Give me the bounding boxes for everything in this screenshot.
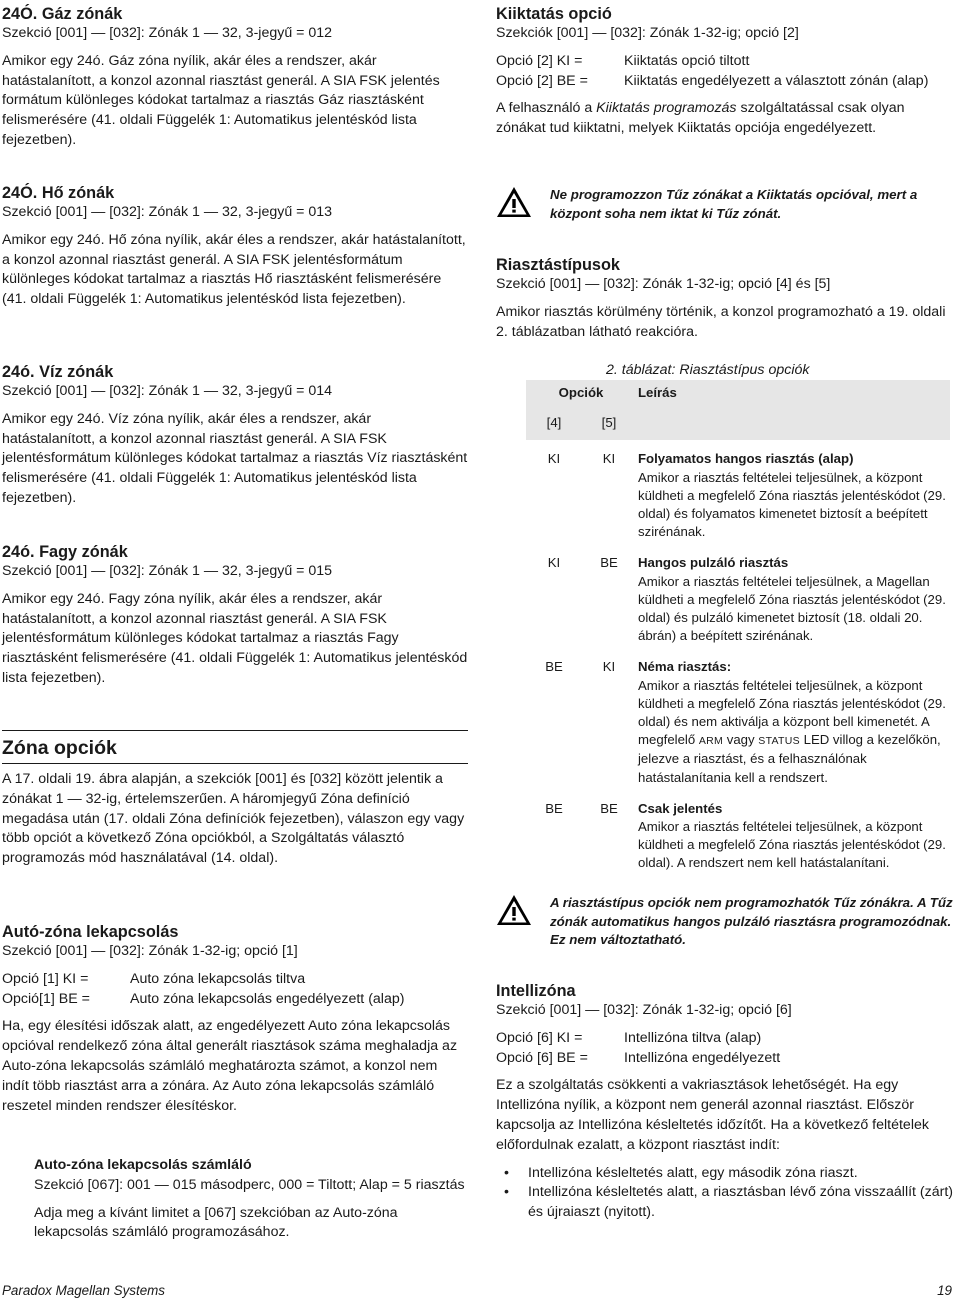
freeze-zones-section: Szekció [001] — [032]: Zónák 1 — 32, 3-jegyű = 015 [2,563,333,579]
bypass-body-emphasis: Kiiktatás programozás [596,100,737,117]
row-description [636,645,950,786]
gas-zones-section: Szekció [001] — [032]: Zónák 1 — 32, 3-jegyű = 012 [2,25,333,41]
row-opt5: KI [602,451,616,467]
footer-page-number: 19 [937,1283,952,1298]
freeze-zones-title: 24ó. Fagy zónák [2,543,128,561]
auto-zone-shutdown-section: Szekció [001] — [032]: Zónák 1-32-ig; opció [1] [2,943,298,959]
section-alarm-types [496,255,954,342]
zone-options-rule [2,730,468,731]
bypass-option-title: Kiiktatás opció [496,5,612,23]
bypass-option-off-key: Opció [2] KI = [496,52,583,69]
water-zones-section: Szekció [001] — [032]: Zónák 1 — 32, 3-jegyű = 014 [2,383,333,399]
section-heat-zones [2,183,468,310]
section-freeze-zones [2,542,468,689]
bypass-option-off-value: Kiiktatás opció tiltott [624,52,750,69]
alarm-table-subheader-row [526,402,950,440]
intellizone-title: Intellizóna [496,982,576,1000]
zone-options-rule-bottom [2,763,468,764]
status-led-label: STATUS [758,735,800,748]
intellizone-option-on-row [496,1049,954,1069]
intellizone-option-off-key: Opció [6] KI = [496,1029,583,1046]
warning-icon [496,894,550,950]
section-intellizone [496,981,954,1223]
row-description [636,787,950,879]
heat-zones-body: Amikor egy 24ó. Hő zóna nyílik, akár éles a rendszer, akár hatástalanított, a konzol azonnal riasztást generál. A SIA FSK jelentésformátum különleges kódokat tartalmaz a riasztás Hő riasztásként felismerésére (41. oldali Függelék 1: Automatikus jelentéskód lista fejezetben). [2,231,466,308]
list-item: • Intellizóna késleltetés alatt, egy második zóna riaszt. [496,1164,954,1184]
intellizone-option-off-row [496,1029,954,1049]
row-opt4: KI [547,451,561,467]
water-zones-body: Amikor egy 24ó. Víz zóna nyílik, akár éles a rendszer, akár hatástalanított, a konzol azonnal riasztást generál. A SIA FSK jelentésformátum különleges kódokat tartalmaz a riasztás Víz riasztásként felismerésére (41. oldali Függelék 1: Automatikus jelentéskód lista fejezetben). [2,410,468,506]
intellizone-body: Ez a szolgáltatás csökkenti a vakriasztások lehetőségét. Ha egy Intellizóna nyílik, a központ nem generál azonnal riasztást. Először kapcsolja az Intellizóna késleltetés időzítőt. Ha a következő feltételek előfordulnak ezalatt, a központ riasztást indít: [496,1077,929,1153]
intellizone-conditions-list [496,1164,954,1223]
table-row [526,541,950,645]
warning-icon [496,186,550,225]
gas-zones-title: 24Ó. Gáz zónák [2,5,123,23]
row-text: Amikor a riasztás feltételei teljesülnek, a Magellan küldheti a megfelelő Zóna riasztás jelentéskódot (29. oldal) és pulzáló kimenetet biztosít (18. oldali 20. ábrán) a beépített szirénának. [638,573,946,644]
auto-option-off-value: Auto zóna lekapcsolás tiltva [130,970,306,987]
row-text: Amikor a riasztás feltételei teljesülnek, a központ küldheti a megfelelő Zóna riasztás jelentéskódot (29. oldal). A rendszert nem kell hatástalanítani. [638,819,946,871]
table-row [526,787,950,879]
auto-zone-shutdown-body: Ha, egy élesítési időszak alatt, az engedélyezett Auto zóna lekapcsolás opcióval rendelkező zóna által generált riasztások száma meghaladja az Auto-zóna lekapcsolás számláló meghatározta számot, a konzol nem indít több riasztást arra a zónára. Az Auto zóna lekapcsolás számláló reszetel minden rendszer élesítéskor. [2,1018,458,1114]
bypass-option-on-row [496,72,954,92]
alarm-table-header-description: Leírás [638,385,677,400]
auto-zone-counter-title: Auto-zóna lekapcsolás számláló [34,1157,252,1173]
bypass-option-on-key: Opció [2] BE = [496,72,588,89]
table-row [526,440,950,541]
auto-option-off-row [2,970,468,990]
section-auto-zone-counter [34,1156,468,1243]
section-bypass-option [496,4,954,139]
heat-zones-section: Szekció [001] — [032]: Zónák 1 — 32, 3-jegyű = 013 [2,204,333,220]
table-row [526,645,950,786]
zone-options-title: Zóna opciók [2,737,117,759]
row-opt5: KI [602,659,616,675]
row-text [638,677,950,787]
zone-options-body-wrap [2,770,468,869]
alarm-table-header-opt4: [4] [546,415,562,431]
gas-zones-body: Amikor egy 24ó. Gáz zóna nyílik, akár éles a rendszer, akár hatástalanított, a konzol azonnal riasztást generál. A SIA FSK jelentés formátum különleges kódokat tartalmaz a riasztás Gáz riasztásként felismerésére (41. oldali Függelék 1: Automatikus jelentéskód lista fejezetben). [2,52,440,148]
row-title: Folyamatos hangos riasztás (alap) [638,451,854,467]
bypass-warning [496,186,954,225]
freeze-zones-body: Amikor egy 24ó. Fagy zóna nyílik, akár éles a rendszer, akár hatástalanított, a konzol azonnal riasztást generál. A SIA FSK jelentésformátum különleges kódokat tartalmaz a riasztás Fagy riasztásként felismerésére (41. oldali Függelék 1: Automatikus jelentéskód lista fejezetben). [2,590,468,686]
auto-zone-counter-section: Szekció [067]: 001 — 015 másodperc, 000 = Tiltott; Alap = 5 riasztás [34,1176,465,1193]
section-water-zones [2,362,468,509]
row-description [636,541,950,645]
zone-options-body: A 17. oldali 19. ábra alapján, a szekciók [001] és [032] között jelentik a zónákat 1 — 32-ig, értelemszerűen. A háromjegyű Zóna definíció megadása után (17. oldali Zóna definíciók fejezetben), válaszon egy vagy több opciót a következő Zóna opciókból, a Szolgáltatás választó programozás mód használatával (14. oldal). [2,771,465,867]
arm-led-label: ARM [698,735,724,748]
intellizone-option-on-value: Intellizóna engedélyezett [624,1049,781,1066]
auto-option-off-key: Opció [1] KI = [2,970,89,987]
row-text: Amikor a riasztás feltételei teljesülnek, a központ küldheti a megfelelő Zóna riasztás jelentéskódot (29. oldal) és folyamatos kimenetet biztosít a beépített szirénának. [638,469,946,540]
row-text-part-b: LED villog a kezelőkön, jelezve a riasztást, és a felhasználónak hatástalanítania kell a rendszert. [638,732,941,785]
alarm-table-caption: 2. táblázat: Riasztástípus opciók [606,362,810,378]
auto-option-on-value: Auto zóna lekapcsolás engedélyezett (alap) [130,990,405,1007]
bypass-body-part-a: A felhasználó a [496,100,597,117]
bypass-option-section: Szekciók [001] — [032]: Zónák 1-32-ig; opció [2] [496,25,799,41]
alarm-table-header-empty [636,402,950,440]
row-text-part-mid: vagy [723,732,759,748]
row-opt4: BE [545,659,563,675]
row-opt5: BE [600,800,618,816]
bypass-warning-text: Ne programozzon Tűz zónákat a Kiiktatás opcióval, mert a központ soha nem iktat ki Tűz zónát. [550,187,918,221]
intellizone-option-on-key: Opció [6] BE = [496,1049,588,1066]
row-opt4: KI [547,555,561,571]
row-description [636,440,950,541]
bypass-option-off-row [496,52,954,72]
row-title: Néma riasztás: [638,659,732,675]
alarm-table-header-opt5: [5] [601,415,617,431]
heat-zones-title: 24Ó. Hő zónák [2,184,115,202]
row-title: Hangos pulzáló riasztás [638,555,789,571]
intellizone-option-off-value: Intellizóna tiltva (alap) [624,1029,762,1046]
auto-zone-counter-body: Adja meg a kívánt limitet a [067] szekcióban az Auto-zóna lekapcsolás számláló programozásához. [34,1204,398,1241]
bypass-option-body [496,99,954,139]
alarm-types-table [526,380,950,879]
row-opt4: BE [545,800,563,816]
row-text-part-a: Amikor a riasztás feltételei teljesülnek, a központ küldheti a megfelelő Zóna riasztás jelentéskódot (29. oldal) és nem aktiválja a központ bell kimenetét. A megfelelő [638,677,946,748]
section-auto-zone-shutdown [2,922,468,1116]
alarm-types-warning-text: A riasztástípus opciók nem programozhatók Tűz zónákra. A Tűz zónák automatikus hangos pulzáló riasztásra programozódnak. Ez nem változtatható. [550,895,953,947]
auto-option-on-row [2,990,468,1010]
section-zone-options [2,736,468,760]
auto-zone-shutdown-title: Autó-zóna lekapcsolás [2,923,179,941]
section-gas-zones [2,4,468,151]
alarm-table-header-options: Opciók [558,385,604,400]
bypass-body-part-b: szolgáltatással csak olyan zónákat tud kiiktatni, melyek Kiiktatás opciója engedélyezett. [496,100,905,137]
water-zones-title: 24ó. Víz zónák [2,363,114,381]
alarm-types-warning [496,894,954,950]
footer-brand: Paradox Magellan Systems [2,1283,165,1298]
intellizone-section: Szekció [001] — [032]: Zónák 1-32-ig; opció [6] [496,1002,792,1018]
alarm-types-body: Amikor riasztás körülmény történik, a konzol programozható a 19. oldali 2. táblázatban látható reakcióra. [496,303,946,340]
row-opt5: BE [600,555,618,571]
alarm-types-section: Szekció [001] — [032]: Zónák 1-32-ig; opció [4] és [5] [496,276,831,292]
bypass-option-on-value: Kiiktatás engedélyezett a választott zónán (alap) [624,72,929,89]
auto-option-on-key: Opció[1] BE = [2,990,90,1007]
alarm-types-title: Riasztástípusok [496,256,620,274]
alarm-table-header-row [526,380,950,402]
row-title: Csak jelentés [638,800,723,816]
list-item: • Intellizóna késleltetés alatt, a riasztásban lévő zóna visszaállít (zárt) és újraiaszt (nyitott). [496,1183,954,1223]
